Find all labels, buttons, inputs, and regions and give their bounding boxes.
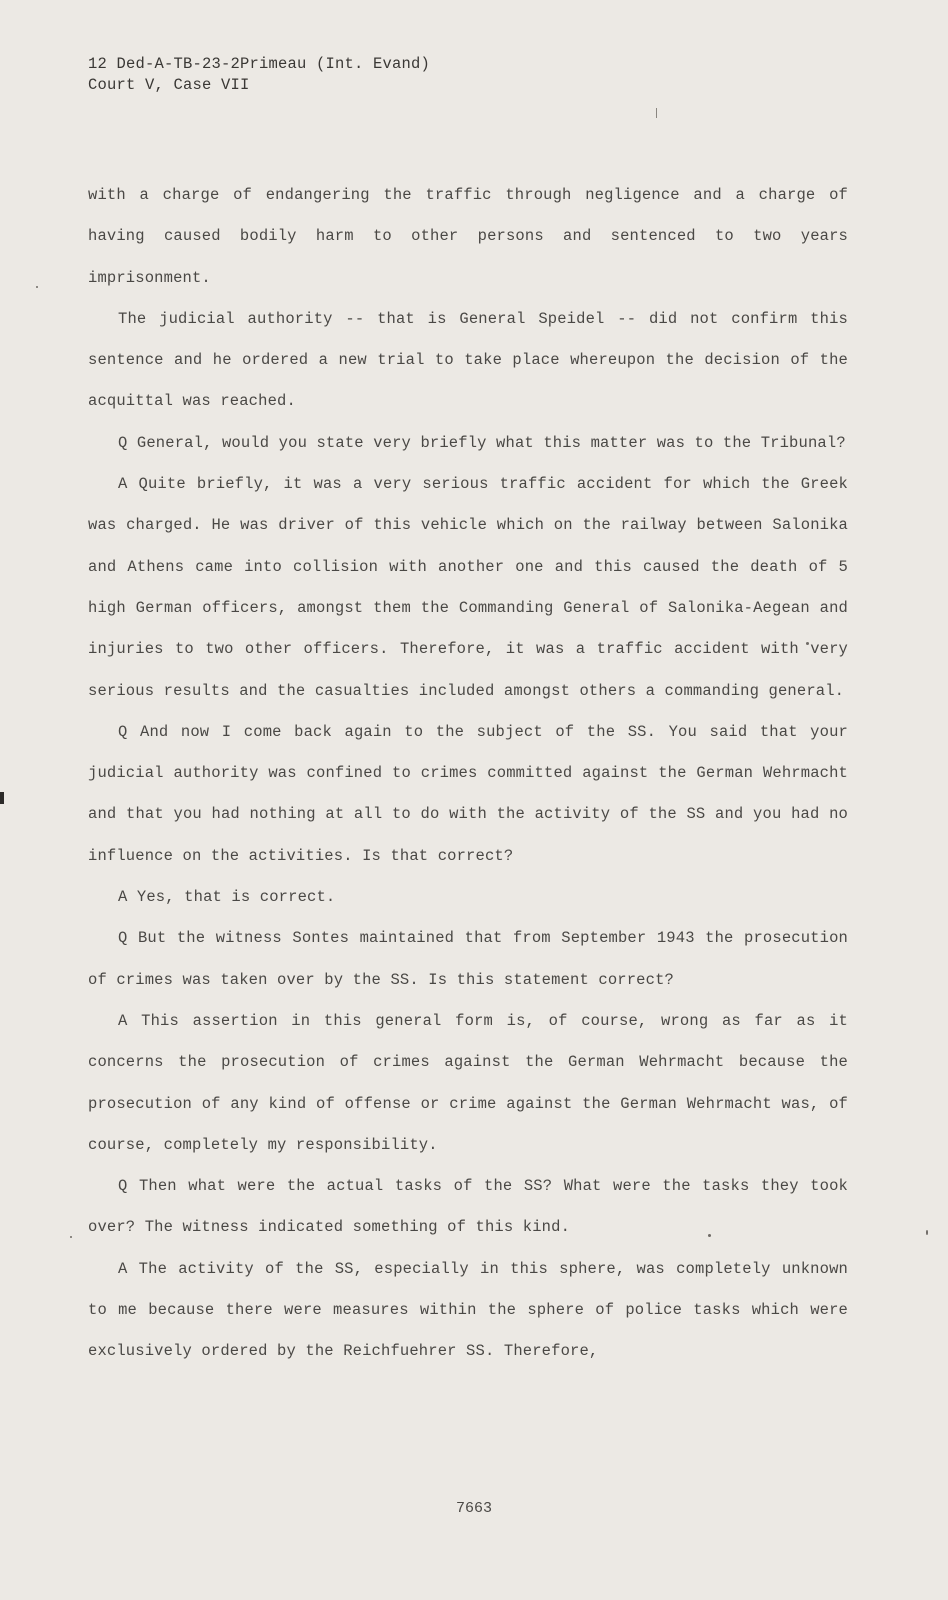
header-reference-line: 12 Ded-A-TB-23-2Primeau (Int. Evand) (88, 55, 431, 73)
question-paragraph: Q General, would you state very briefly what this matter was to the Tribunal? (118, 433, 846, 452)
question-paragraph: Q And now I come back again to the subject of the SS. You said that your judicial authority was confined to crimes committed against the German Wehrmacht and that you had nothing at all to do with the activity of the SS and you had no influence on the activities. Is that correct? (88, 722, 848, 865)
margin-mark (0, 792, 4, 804)
paragraph: with a charge of endangering the traffic through negligence and a charge of having caused bodily harm to other persons and sentenced to two years imprisonment. (88, 186, 848, 287)
paper-speck (70, 1236, 72, 1238)
header-court-line: Court V, Case VII (88, 76, 250, 94)
paragraph: The judicial authority -- that is General Speidel -- did not confirm this sentence and he ordered a new trial to take place whereupon the decision of the acquittal was reached. (88, 309, 848, 411)
question-paragraph: Q Then what were the actual tasks of the SS? What were the tasks they took over? The witness indicated something of this kind. (88, 1177, 848, 1237)
question-paragraph: Q But the witness Sontes maintained that from September 1943 the prosecution of crimes was taken over by the SS. Is this statement correct? (88, 929, 848, 989)
transcript-body (88, 175, 848, 1373)
answer-paragraph: A The activity of the SS, especially in this sphere, was completely unknown to me because there were measures within the sphere of police tasks which were exclusively ordered by the Reichfuehrer SS. Therefore, (88, 1259, 848, 1361)
paper-speck (926, 1230, 928, 1235)
answer-paragraph: A Yes, that is correct. (118, 888, 336, 907)
page-number: 7663 (455, 1500, 492, 1517)
answer-paragraph: A This assertion in this general form is, of course, wrong as far as it concerns the prosecution of crimes against the German Wehrmacht because the prosecution of any kind of offense or crime against the German Wehrmacht was, of course, completely my responsibility. (88, 1011, 848, 1154)
answer-paragraph: A Quite briefly, it was a very serious traffic accident for which the Greek was charged. He was driver of this vehicle which on the railway between Salonika and Athens came into collision with another one and this caused the death of 5 high German officers, amongst them the Commanding General of Salonika-Aegean and injuries to two other officers. Therefore, it was a traffic accident with very serious results and the casualties included amongst others a commanding general. (88, 475, 848, 700)
pencil-mark (656, 108, 657, 118)
document-header (88, 54, 430, 96)
paper-speck (36, 286, 38, 288)
